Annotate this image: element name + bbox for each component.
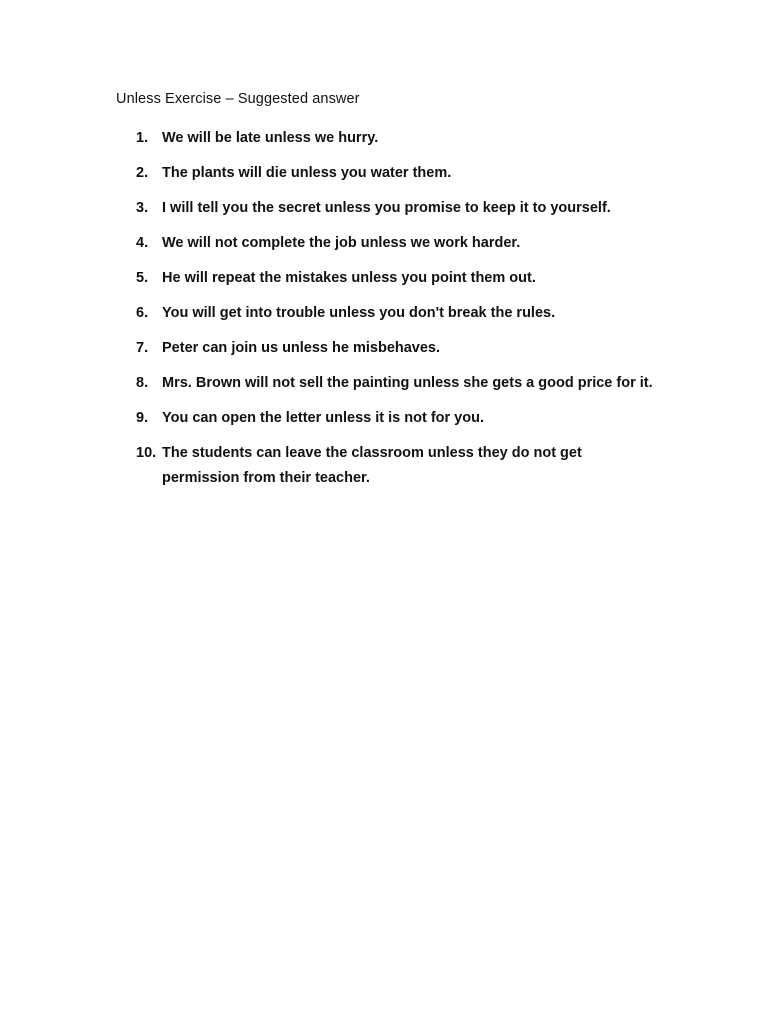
answer-text: We will be late unless we hurry. (162, 130, 379, 146)
answer-text: Mrs. Brown will not sell the painting unless she gets a good price for it. (162, 375, 653, 391)
answer-text: We will not complete the job unless we work harder. (162, 235, 521, 251)
answer-item-10 (136, 441, 696, 491)
answer-item-3 (136, 196, 696, 221)
answer-number: 4. (136, 235, 149, 251)
answer-text: The students can leave the classroom unless they do not get permission from their teacher. (162, 445, 582, 486)
answer-item-9 (136, 406, 696, 431)
answer-text: Peter can join us unless he misbehaves. (162, 340, 441, 356)
answer-text: The plants will die unless you water them. (162, 165, 452, 181)
answer-text: You will get into trouble unless you don't break the rules. (162, 305, 556, 321)
answer-item-6 (136, 301, 696, 326)
answer-number: 10. (136, 445, 157, 461)
answer-number: 5. (136, 270, 149, 286)
answer-number: 8. (136, 375, 149, 391)
answer-item-7 (136, 336, 696, 361)
answer-number: 7. (136, 340, 149, 356)
answer-item-4 (136, 231, 696, 256)
answer-item-5 (136, 266, 696, 291)
answer-text: He will repeat the mistakes unless you point them out. (162, 270, 536, 286)
answer-item-1 (136, 126, 696, 151)
answer-number: 2. (136, 165, 149, 181)
document-title: Unless Exercise – Suggested answer (116, 91, 360, 107)
answer-text: You can open the letter unless it is not for you. (162, 410, 484, 426)
answer-item-2 (136, 161, 696, 186)
answer-number: 6. (136, 305, 149, 321)
answer-number: 1. (136, 130, 149, 146)
answer-number: 3. (136, 200, 149, 216)
answer-list (136, 126, 696, 501)
answer-number: 9. (136, 410, 149, 426)
answer-text: I will tell you the secret unless you promise to keep it to yourself. (162, 200, 611, 216)
answer-item-8 (136, 371, 696, 396)
